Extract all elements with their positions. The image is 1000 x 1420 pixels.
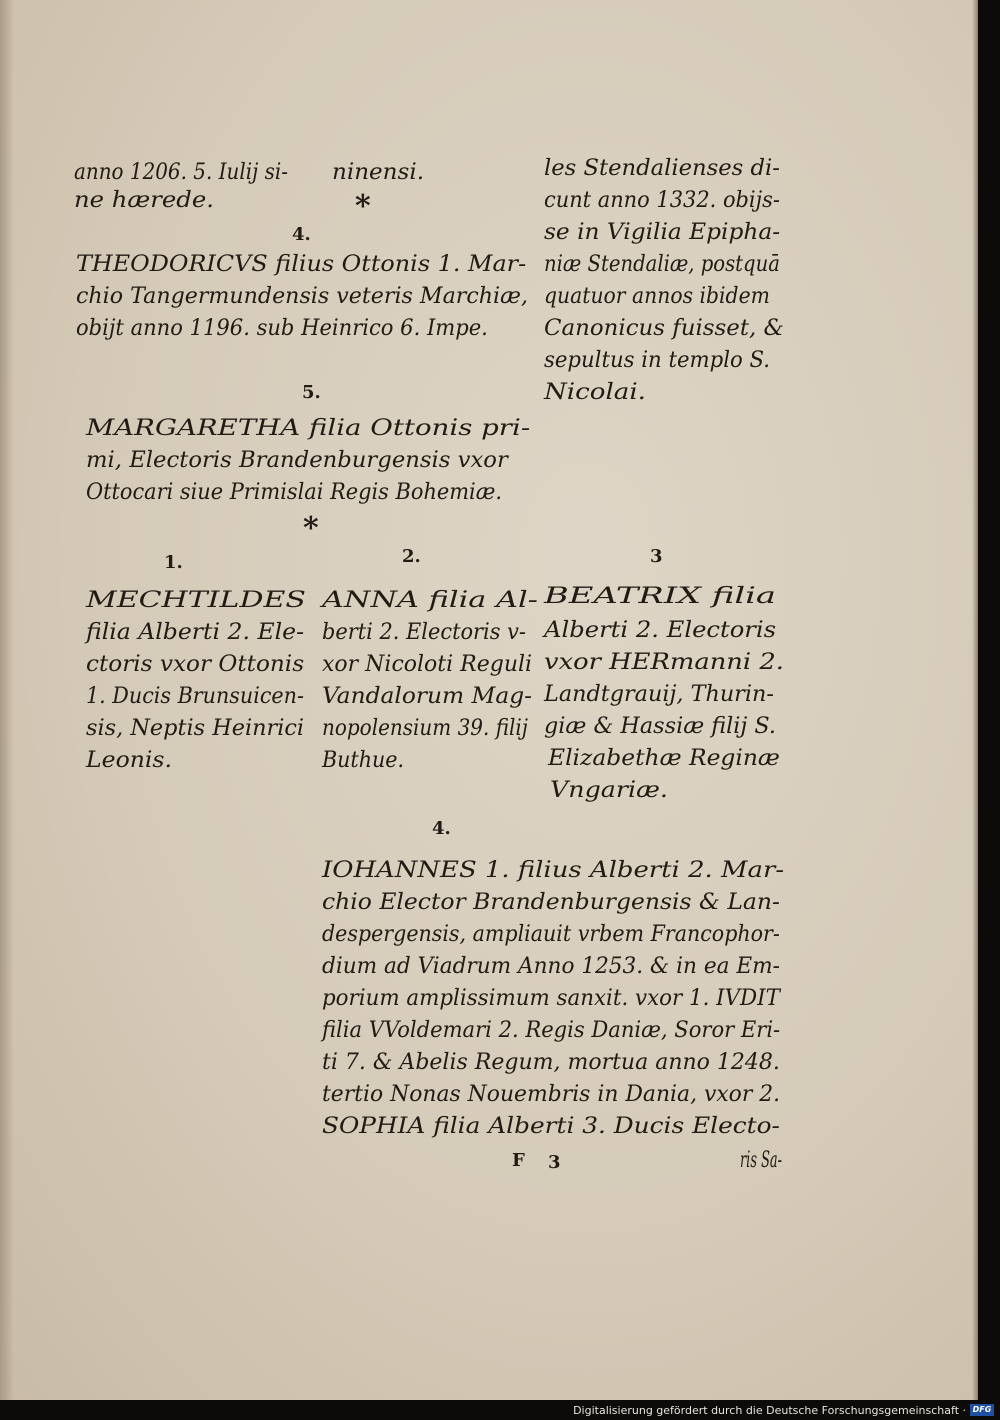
text-line: se in Vigilia Epipha- — [544, 220, 781, 245]
section-number: 5. — [302, 382, 321, 403]
text-line: Vngariæ. — [550, 778, 668, 803]
text-line: Ottocari siue Primislai Regis Bohemiæ. — [86, 480, 502, 505]
text-line: ne hærede. — [74, 188, 214, 213]
text-line: ctoris vxor Ottonis — [86, 652, 305, 677]
text-line: chio Elector Brandenburgensis & Lan- — [322, 890, 780, 915]
section-number: 4. — [292, 224, 311, 245]
text-line: despergensis, ampliauit vrbem Francophor- — [322, 922, 780, 947]
section-number: 3 — [650, 546, 663, 567]
text-line: obijt anno 1196. sub Heinrico 6. Impe. — [76, 316, 488, 341]
text-line: 1. Ducis Brunsuicen- — [86, 684, 304, 709]
section-number: 1. — [164, 552, 183, 573]
asterisk-mark: * — [303, 511, 319, 546]
text-line: ANNA filia Al- — [322, 588, 538, 613]
text-line: giæ & Hassiæ filij S. — [544, 714, 777, 739]
text-line: tertio Nonas Nouembris in Dania, vxor 2. — [322, 1082, 781, 1107]
text-line: filia VVoldemari 2. Regis Daniæ, Soror Eri- — [322, 1018, 781, 1043]
text-line: Buthue. — [322, 748, 405, 773]
text-line: ninensi. — [332, 160, 425, 185]
text-line: porium amplissimum sanxit. vxor 1. IVDIT — [322, 986, 780, 1011]
text-line: mi, Electoris Brandenburgensis vxor — [86, 448, 508, 473]
text-line: nopolensium 39. filij — [322, 716, 529, 741]
text-line: THEODORICVS filius Ottonis 1. Mar- — [76, 252, 527, 277]
text-line: MECHTILDES — [86, 588, 306, 613]
text-line: Nicolai. — [544, 380, 646, 405]
text-line: Vandalorum Mag- — [322, 684, 533, 709]
text-line: xor Nicoloti Reguli — [322, 652, 533, 677]
text-line: MARGARETHA filia Ottonis pri- — [86, 416, 531, 441]
section-number: F — [512, 1150, 525, 1171]
section-number: 3 — [548, 1152, 561, 1173]
text-line: Alberti 2. Electoris — [544, 618, 777, 643]
text-line: Leonis. — [86, 748, 173, 773]
text-line: niæ Stendaliæ, postquā — [544, 252, 780, 277]
text-line: chio Tangermundensis veteris Marchiæ, — [76, 284, 528, 309]
text-line: sepultus in templo S. — [544, 348, 771, 373]
text-line: dium ad Viadrum Anno 1253. & in ea Em- — [322, 954, 780, 979]
section-number: 4. — [432, 818, 451, 839]
text-line: ris Sa- — [740, 1148, 783, 1173]
text-line: SOPHIA filia Alberti 3. Ducis Electo- — [322, 1114, 780, 1139]
funding-credit: Digitalisierung gefördert durch die Deutsche Forschungsgemeinschaft · — [573, 1404, 966, 1417]
text-line: sis, Neptis Heinrici — [86, 716, 305, 741]
asterisk-mark: * — [355, 189, 371, 224]
text-line: ti 7. & Abelis Regum, mortua anno 1248. — [322, 1050, 780, 1075]
text-line: vxor HERmanni 2. — [544, 650, 784, 675]
text-line: BEATRIX filia — [544, 584, 777, 609]
digitization-footer — [0, 1400, 1000, 1420]
text-line: cunt anno 1332. obijs- — [544, 188, 780, 213]
text-line: IOHANNES 1. filius Alberti 2. Mar- — [322, 858, 785, 883]
text-line: filia Alberti 2. Ele- — [86, 620, 305, 645]
text-line: les Stendalienses di- — [544, 156, 780, 181]
dfg-logo-icon: DFG — [970, 1404, 994, 1416]
text-line: anno 1206. 5. Iulij si- — [74, 160, 288, 185]
text-line: berti 2. Electoris v- — [322, 620, 526, 645]
text-line: Canonicus fuisset, & — [544, 316, 784, 341]
text-line: Elizabethæ Reginæ — [548, 746, 780, 771]
section-number: 2. — [402, 546, 421, 567]
text-line: quatuor annos ibidem — [544, 284, 770, 309]
text-line: Landtgrauij, Thurin- — [544, 682, 774, 707]
